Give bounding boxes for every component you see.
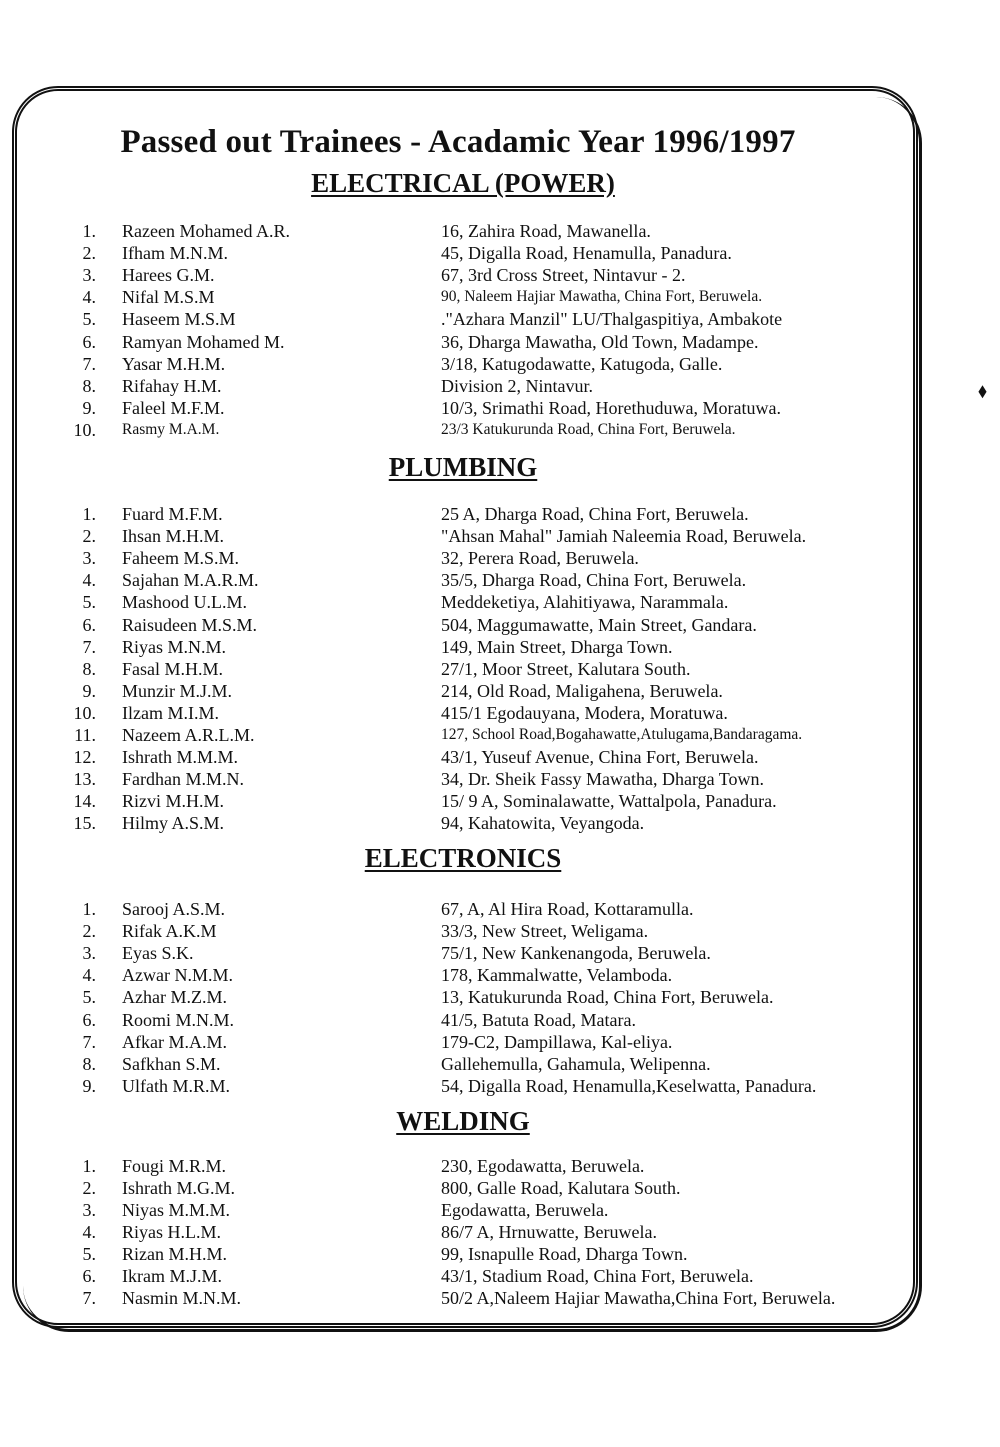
- trainee-name: Riyas H.L.M.: [122, 1222, 221, 1242]
- trainee-address: 25 A, Dharga Road, China Fort, Beruwela.: [441, 504, 749, 524]
- trainee-address: 67, A, Al Hira Road, Kottaramulla.: [441, 899, 694, 919]
- trainee-name: Nazeem A.R.L.M.: [122, 725, 255, 745]
- trainee-row: [0, 702, 900, 724]
- trainee-address: 504, Maggumawatte, Main Street, Gandara.: [441, 615, 757, 635]
- row-number: 1.: [82, 1156, 96, 1176]
- trainee-name: Yasar M.H.M.: [122, 354, 226, 374]
- trainee-name: Rizvi M.H.M.: [122, 791, 225, 811]
- trainee-row: [0, 812, 900, 834]
- trainee-row: [0, 286, 900, 308]
- row-number: 3.: [82, 265, 96, 285]
- section-heading: PLUMBING: [388, 452, 538, 482]
- trainee-row: [0, 242, 900, 264]
- trainee-address: 127, School Road,Bogahawatte,Atulugama,Bandaragama.: [441, 726, 803, 743]
- section-heading: WELDING: [396, 1106, 530, 1136]
- trainee-name: Fardhan M.M.N.: [122, 769, 244, 789]
- row-number: 4.: [82, 287, 96, 307]
- trainee-name: Sarooj A.S.M.: [122, 899, 226, 919]
- trainee-row: [0, 942, 900, 964]
- row-number: 13.: [73, 769, 96, 789]
- trainee-row: [0, 614, 900, 636]
- trainee-name: Mashood U.L.M.: [122, 592, 247, 612]
- row-number: 2.: [82, 526, 96, 546]
- row-number: 4.: [82, 1222, 96, 1242]
- trainee-name: Safkhan S.M.: [122, 1054, 221, 1074]
- stray-mark: ⬧: [978, 380, 987, 402]
- trainee-name: Rifahay H.M.: [122, 376, 222, 396]
- trainee-address: 415/1 Egodauyana, Modera, Moratuwa.: [441, 703, 728, 723]
- trainee-address: ."Azhara Manzil" LU/Thalgaspitiya, Ambakote: [441, 309, 783, 329]
- trainee-address: Division 2, Nintavur.: [441, 376, 593, 396]
- trainee-name: Sajahan M.A.R.M.: [122, 570, 259, 590]
- row-number: 9.: [82, 398, 96, 418]
- trainee-name: Fuard M.F.M.: [122, 504, 223, 524]
- page-title: Passed out Trainees - Acadamic Year 1996/1997: [120, 124, 796, 160]
- trainee-name: Ifham M.N.M.: [122, 243, 228, 263]
- trainee-address: 13, Katukurunda Road, China Fort, Beruwela.: [441, 987, 774, 1007]
- row-number: 5.: [82, 309, 96, 329]
- trainee-name: Ramyan Mohamed M.: [122, 332, 285, 352]
- trainee-row: [0, 547, 900, 569]
- trainee-address: 43/1, Stadium Road, China Fort, Beruwela.: [441, 1266, 754, 1286]
- row-number: 15.: [73, 813, 96, 833]
- trainee-row: [0, 419, 900, 441]
- row-number: 3.: [82, 548, 96, 568]
- trainee-address: 94, Kahatowita, Veyangoda.: [441, 813, 645, 833]
- trainee-address: 90, Naleem Hajiar Mawatha, China Fort, Beruwela.: [441, 288, 763, 305]
- trainee-name: Razeen Mohamed A.R.: [122, 221, 290, 241]
- trainee-address: 86/7 A, Hrnuwatte, Beruwela.: [441, 1222, 657, 1242]
- trainee-address: 3/18, Katugodawatte, Katugoda, Galle.: [441, 354, 723, 374]
- row-number: 4.: [82, 570, 96, 590]
- trainee-row: [0, 503, 900, 525]
- trainee-address: 149, Main Street, Dharga Town.: [441, 637, 673, 657]
- trainee-row: [0, 746, 900, 768]
- trainee-row: [0, 658, 900, 680]
- row-number: 9.: [82, 1076, 96, 1096]
- trainee-name: Ikram M.J.M.: [122, 1266, 222, 1286]
- row-number: 2.: [82, 921, 96, 941]
- row-number: 6.: [82, 1010, 96, 1030]
- row-number: 7.: [82, 1288, 96, 1308]
- trainee-address: 214, Old Road, Maligahena, Beruwela.: [441, 681, 723, 701]
- trainee-address: 230, Egodawatta, Beruwela.: [441, 1156, 645, 1176]
- trainee-name: Azwar N.M.M.: [122, 965, 233, 985]
- trainee-row: [0, 1221, 900, 1243]
- row-number: 5.: [82, 987, 96, 1007]
- trainee-address: 41/5, Batuta Road, Matara.: [441, 1010, 636, 1030]
- trainee-row: [0, 1009, 900, 1031]
- trainee-row: [0, 591, 900, 613]
- trainee-row: [0, 986, 900, 1008]
- trainee-address: 179-C2, Dampillawa, Kal-eliya.: [441, 1032, 673, 1052]
- row-number: 7.: [82, 637, 96, 657]
- trainee-row: [0, 724, 900, 746]
- trainee-name: Roomi M.N.M.: [122, 1010, 235, 1030]
- trainee-address: 99, Isnapulle Road, Dharga Town.: [441, 1244, 688, 1264]
- trainee-row: [0, 898, 900, 920]
- trainee-row: [0, 569, 900, 591]
- trainee-address: 43/1, Yuseuf Avenue, China Fort, Beruwela.: [441, 747, 759, 767]
- trainee-address: 33/3, New Street, Weligama.: [441, 921, 649, 941]
- row-number: 1.: [82, 504, 96, 524]
- trainee-name: Harees G.M.: [122, 265, 215, 285]
- trainee-name: Ishrath M.M.M.: [122, 747, 238, 767]
- row-number: 11.: [74, 725, 96, 745]
- trainee-name: Raisudeen M.S.M.: [122, 615, 257, 635]
- section-heading: ELECTRICAL (POWER): [311, 168, 615, 198]
- row-number: 3.: [82, 1200, 96, 1220]
- trainee-row: [0, 920, 900, 942]
- trainee-name: Faheem M.S.M.: [122, 548, 239, 568]
- trainee-row: [0, 1177, 900, 1199]
- row-number: 2.: [82, 1178, 96, 1198]
- trainee-address: 15/ 9 A, Sominalawatte, Wattalpola, Panadura.: [441, 791, 777, 811]
- trainee-address: 36, Dharga Mawatha, Old Town, Madampe.: [441, 332, 759, 352]
- trainee-address: 67, 3rd Cross Street, Nintavur - 2.: [441, 265, 686, 285]
- row-number: 1.: [82, 899, 96, 919]
- trainee-row: [0, 768, 900, 790]
- row-number: 6.: [82, 615, 96, 635]
- trainee-row: [0, 1031, 900, 1053]
- trainee-address: 178, Kammalwatte, Velamboda.: [441, 965, 673, 985]
- trainee-row: [0, 353, 900, 375]
- trainee-name: Fougi M.R.M.: [122, 1156, 227, 1176]
- trainee-address: 800, Galle Road, Kalutara South.: [441, 1178, 681, 1198]
- trainee-name: Afkar M.A.M.: [122, 1032, 227, 1052]
- row-number: 6.: [82, 332, 96, 352]
- row-number: 14.: [73, 791, 96, 811]
- trainee-row: [0, 375, 900, 397]
- trainee-row: [0, 397, 900, 419]
- row-number: 8.: [82, 659, 96, 679]
- trainee-name: Riyas M.N.M.: [122, 637, 227, 657]
- trainee-name: Ihsan M.H.M.: [122, 526, 224, 546]
- trainee-row: [0, 220, 900, 242]
- trainee-row: [0, 636, 900, 658]
- trainee-row: [0, 1265, 900, 1287]
- row-number: 10.: [73, 703, 96, 723]
- trainee-row: [0, 1287, 900, 1309]
- trainee-address: 75/1, New Kankenangoda, Beruwela.: [441, 943, 711, 963]
- trainee-name: Rizan M.H.M.: [122, 1244, 227, 1264]
- trainee-address: Egodawatta, Beruwela.: [441, 1200, 609, 1220]
- trainee-address: 16, Zahira Road, Mawanella.: [441, 221, 651, 241]
- row-number: 5.: [82, 1244, 96, 1264]
- trainee-row: [0, 964, 900, 986]
- trainee-name: Nasmin M.N.M.: [122, 1288, 242, 1308]
- trainee-name: Niyas M.M.M.: [122, 1200, 231, 1220]
- trainee-row: [0, 790, 900, 812]
- trainee-address: Meddeketiya, Alahitiyawa, Narammala.: [441, 592, 729, 612]
- trainee-row: [0, 1155, 900, 1177]
- row-number: 2.: [82, 243, 96, 263]
- trainee-address: 10/3, Srimathi Road, Horethuduwa, Moratuwa.: [441, 398, 781, 418]
- trainee-row: [0, 1243, 900, 1265]
- section-heading: ELECTRONICS: [364, 843, 562, 873]
- trainee-name: Fasal M.H.M.: [122, 659, 224, 679]
- row-number: 7.: [82, 354, 96, 374]
- trainee-address: 27/1, Moor Street, Kalutara South.: [441, 659, 691, 679]
- row-number: 6.: [82, 1266, 96, 1286]
- trainee-row: [0, 680, 900, 702]
- trainee-row: [0, 331, 900, 353]
- trainee-row: [0, 1199, 900, 1221]
- trainee-row: [0, 1075, 900, 1097]
- trainee-name: Ishrath M.G.M.: [122, 1178, 235, 1198]
- trainee-address: 35/5, Dharga Road, China Fort, Beruwela.: [441, 570, 747, 590]
- trainee-address: 23/3 Katukurunda Road, China Fort, Beruwela.: [441, 421, 736, 438]
- trainee-name: Nifal M.S.M: [122, 287, 215, 307]
- trainee-name: Azhar M.Z.M.: [122, 987, 227, 1007]
- trainee-row: [0, 308, 900, 330]
- trainee-address: Gallehemulla, Gahamula, Welipenna.: [441, 1054, 711, 1074]
- row-number: 9.: [82, 681, 96, 701]
- trainee-address: 34, Dr. Sheik Fassy Mawatha, Dharga Town.: [441, 769, 765, 789]
- trainee-name: Munzir M.J.M.: [122, 681, 233, 701]
- trainee-name: Haseem M.S.M: [122, 309, 236, 329]
- trainee-address: 32, Perera Road, Beruwela.: [441, 548, 639, 568]
- row-number: 4.: [82, 965, 96, 985]
- trainee-address: 54, Digalla Road, Henamulla,Keselwatta, Panadura.: [441, 1076, 817, 1096]
- trainee-row: [0, 1053, 900, 1075]
- trainee-name: Faleel M.F.M.: [122, 398, 225, 418]
- trainee-address: 50/2 A,Naleem Hajiar Mawatha,China Fort, Beruwela.: [441, 1288, 836, 1308]
- trainee-name: Rifak A.K.M: [122, 921, 217, 941]
- trainee-address: 45, Digalla Road, Henamulla, Panadura.: [441, 243, 732, 263]
- row-number: 1.: [82, 221, 96, 241]
- trainee-name: Ulfath M.R.M.: [122, 1076, 230, 1096]
- trainee-row: [0, 264, 900, 286]
- row-number: 3.: [82, 943, 96, 963]
- trainee-row: [0, 525, 900, 547]
- row-number: 10.: [73, 420, 96, 440]
- trainee-address: "Ahsan Mahal" Jamiah Naleemia Road, Beruwela.: [441, 526, 807, 546]
- trainee-name: Eyas S.K.: [122, 943, 194, 963]
- row-number: 12.: [73, 747, 96, 767]
- trainee-name: Rasmy M.A.M.: [122, 421, 220, 438]
- trainee-name: Hilmy A.S.M.: [122, 813, 225, 833]
- row-number: 5.: [82, 592, 96, 612]
- row-number: 8.: [82, 376, 96, 396]
- row-number: 7.: [82, 1032, 96, 1052]
- trainee-name: Ilzam M.I.M.: [122, 703, 219, 723]
- row-number: 8.: [82, 1054, 96, 1074]
